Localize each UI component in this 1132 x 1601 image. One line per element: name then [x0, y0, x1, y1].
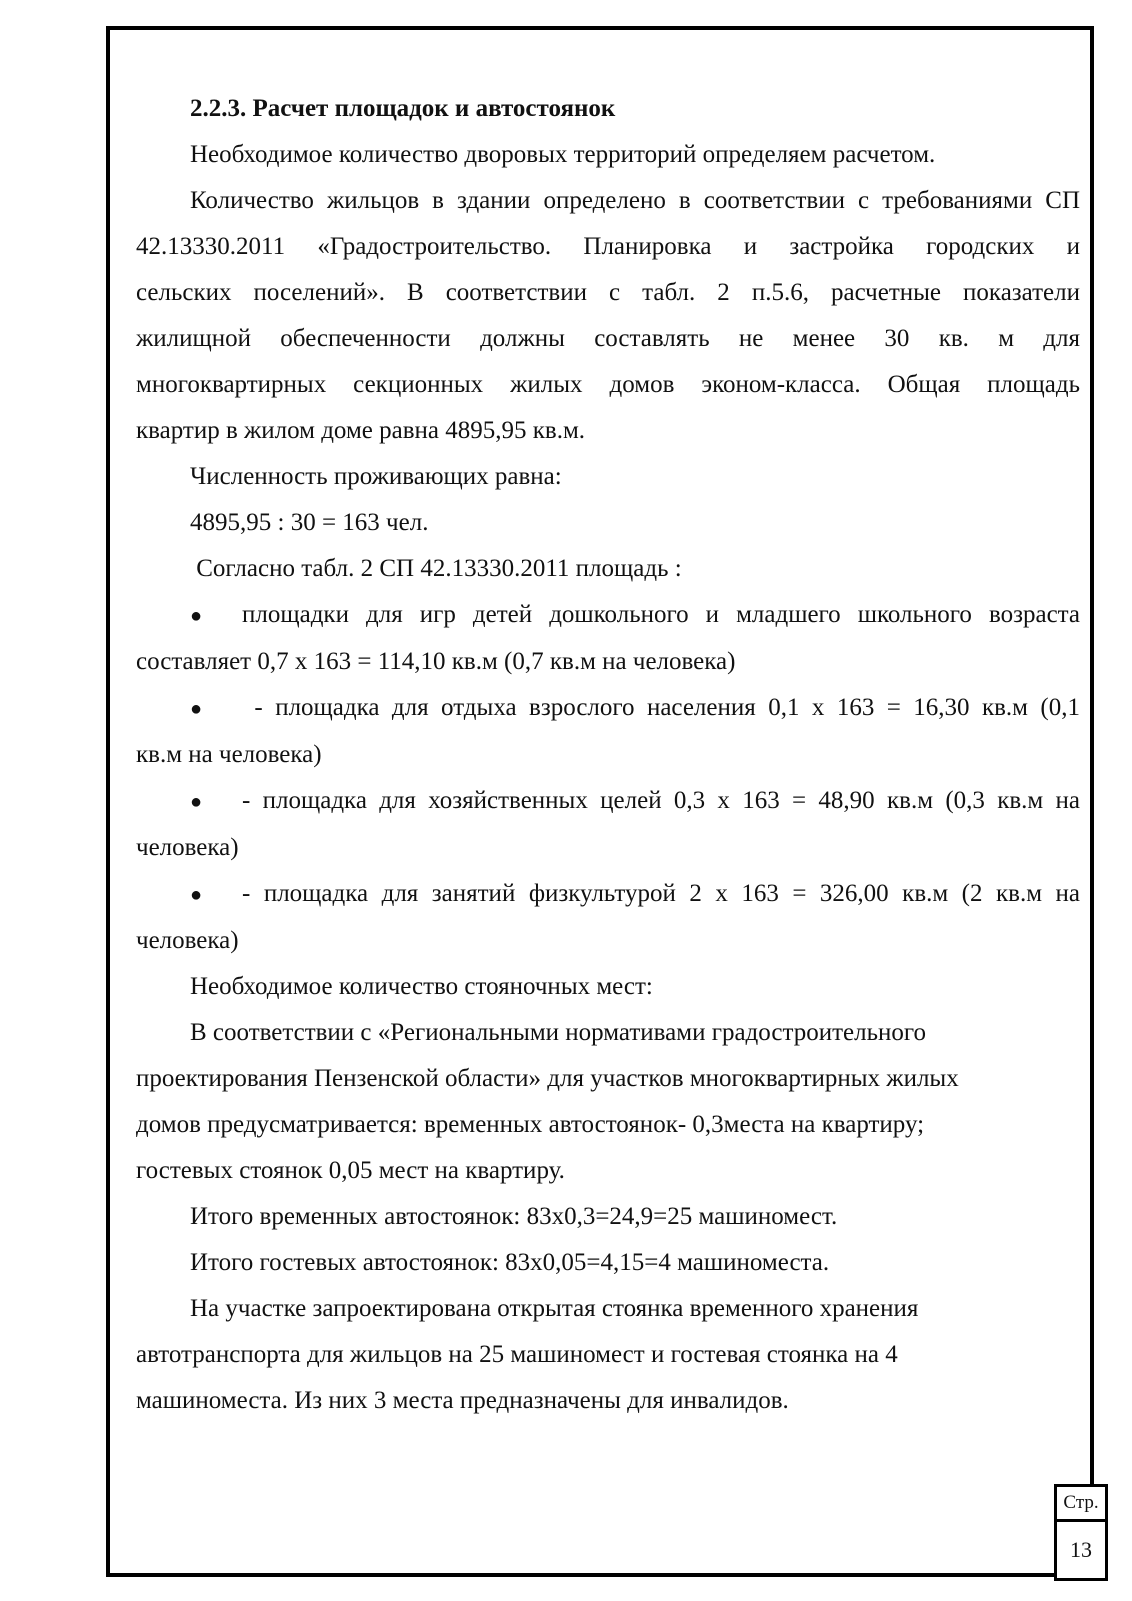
bullet-text-1: площадки для игр детей дошкольного и младшего школьного возраста: [242, 601, 1080, 628]
section-heading: 2.2.3. Расчет площадок и автостоянок: [190, 95, 616, 122]
residents-line-5: многоквартирных секционных жилых домов эконом-класса. Общая площадь: [136, 371, 1080, 398]
population-label: Численность проживающих равна:: [190, 463, 562, 490]
bullet-text-2: кв.м на человека): [136, 741, 322, 768]
parking-norms-line-3: домов предусматривается: временных автостоянок- 0,3места на квартиру;: [136, 1111, 925, 1138]
population-formula: 4895,95 : 30 = 163 чел.: [190, 509, 429, 536]
document-body: [136, 86, 1080, 1424]
page-number: 13: [1070, 1537, 1092, 1562]
areas-bullet-list: [136, 592, 1080, 964]
bullet-icon: ●: [190, 605, 203, 627]
areas-intro: Согласно табл. 2 СП 42.13330.2011 площадь :: [190, 555, 682, 582]
residents-line-6: квартир в жилом доме равна 4895,95 кв.м.: [136, 417, 586, 444]
bullet-line: [136, 592, 1080, 639]
page-number-stamp: [1054, 1484, 1108, 1581]
conclusion-line-2: автотранспорта для жильцов на 25 машиномест и гостевая стоянка на 4: [136, 1341, 898, 1368]
guest-parking-total: Итого гостевых автостоянок: 83х0,05=4,15=4 машиноместа.: [190, 1249, 830, 1276]
bullet-icon: ●: [190, 698, 203, 720]
parking-norms-line-1: В соответствии с «Региональными нормативами градостроительного: [190, 1019, 927, 1046]
conclusion-line-1: На участке запроектирована открытая стоянка временного хранения: [190, 1295, 919, 1322]
bullet-item-sports: [136, 871, 1080, 964]
temp-parking-total: Итого временных автостоянок: 83х0,3=24,9=25 машиномест.: [190, 1203, 838, 1230]
parking-norms-paragraph: [136, 1010, 1080, 1194]
bullet-text-1: - площадка для отдыха взрослого населения 0,1 х 163 = 16,30 кв.м (0,1: [242, 694, 1080, 721]
bullet-text-2: человека): [136, 834, 239, 861]
parking-label: Необходимое количество стояночных мест:: [190, 973, 653, 1000]
bullet-icon: ●: [190, 791, 203, 813]
bullet-text-1: - площадка для занятий физкультурой 2 х 163 = 326,00 кв.м (2 кв.м на: [242, 880, 1080, 907]
bullet-line: [136, 778, 1080, 825]
page-label: Стр.: [1057, 1487, 1105, 1522]
residents-line-2: 42.13330.2011 «Градостроительство. Планировка и застройка городских и: [136, 233, 1080, 260]
residents-line-3: сельских поселений». В соответствии с табл. 2 п.5.6, расчетные показатели: [136, 279, 1080, 306]
bullet-text-2: человека): [136, 927, 239, 954]
residents-line-1: Количество жильцов в здании определено в соответствии с требованиями СП: [190, 187, 1080, 214]
parking-norms-line-2: проектирования Пензенской области» для участков многоквартирных жилых: [136, 1065, 959, 1092]
conclusion-paragraph: [136, 1286, 1080, 1424]
residents-line-4: жилищной обеспеченности должны составлять не менее 30 кв. м для: [136, 325, 1080, 352]
parking-norms-line-4: гостевых стоянок 0,05 мест на квартиру.: [136, 1157, 565, 1184]
bullet-item-adult-rest: [136, 685, 1080, 778]
bullet-text-1: - площадка для хозяйственных целей 0,3 х 163 = 48,90 кв.м (0,3 кв.м на: [242, 787, 1080, 814]
bullet-item-household: [136, 778, 1080, 871]
residents-paragraph: [136, 178, 1080, 454]
bullet-item-children-playground: [136, 592, 1080, 685]
conclusion-line-3: машиноместа. Из них 3 места предназначены для инвалидов.: [136, 1387, 789, 1414]
bullet-text-2: составляет 0,7 х 163 = 114,10 кв.м (0,7 кв.м на человека): [136, 648, 736, 675]
bullet-line: [136, 871, 1080, 918]
bullet-line: [136, 685, 1080, 732]
bullet-icon: ●: [190, 884, 203, 906]
intro-paragraph: Необходимое количество дворовых территорий определяем расчетом.: [190, 141, 936, 168]
